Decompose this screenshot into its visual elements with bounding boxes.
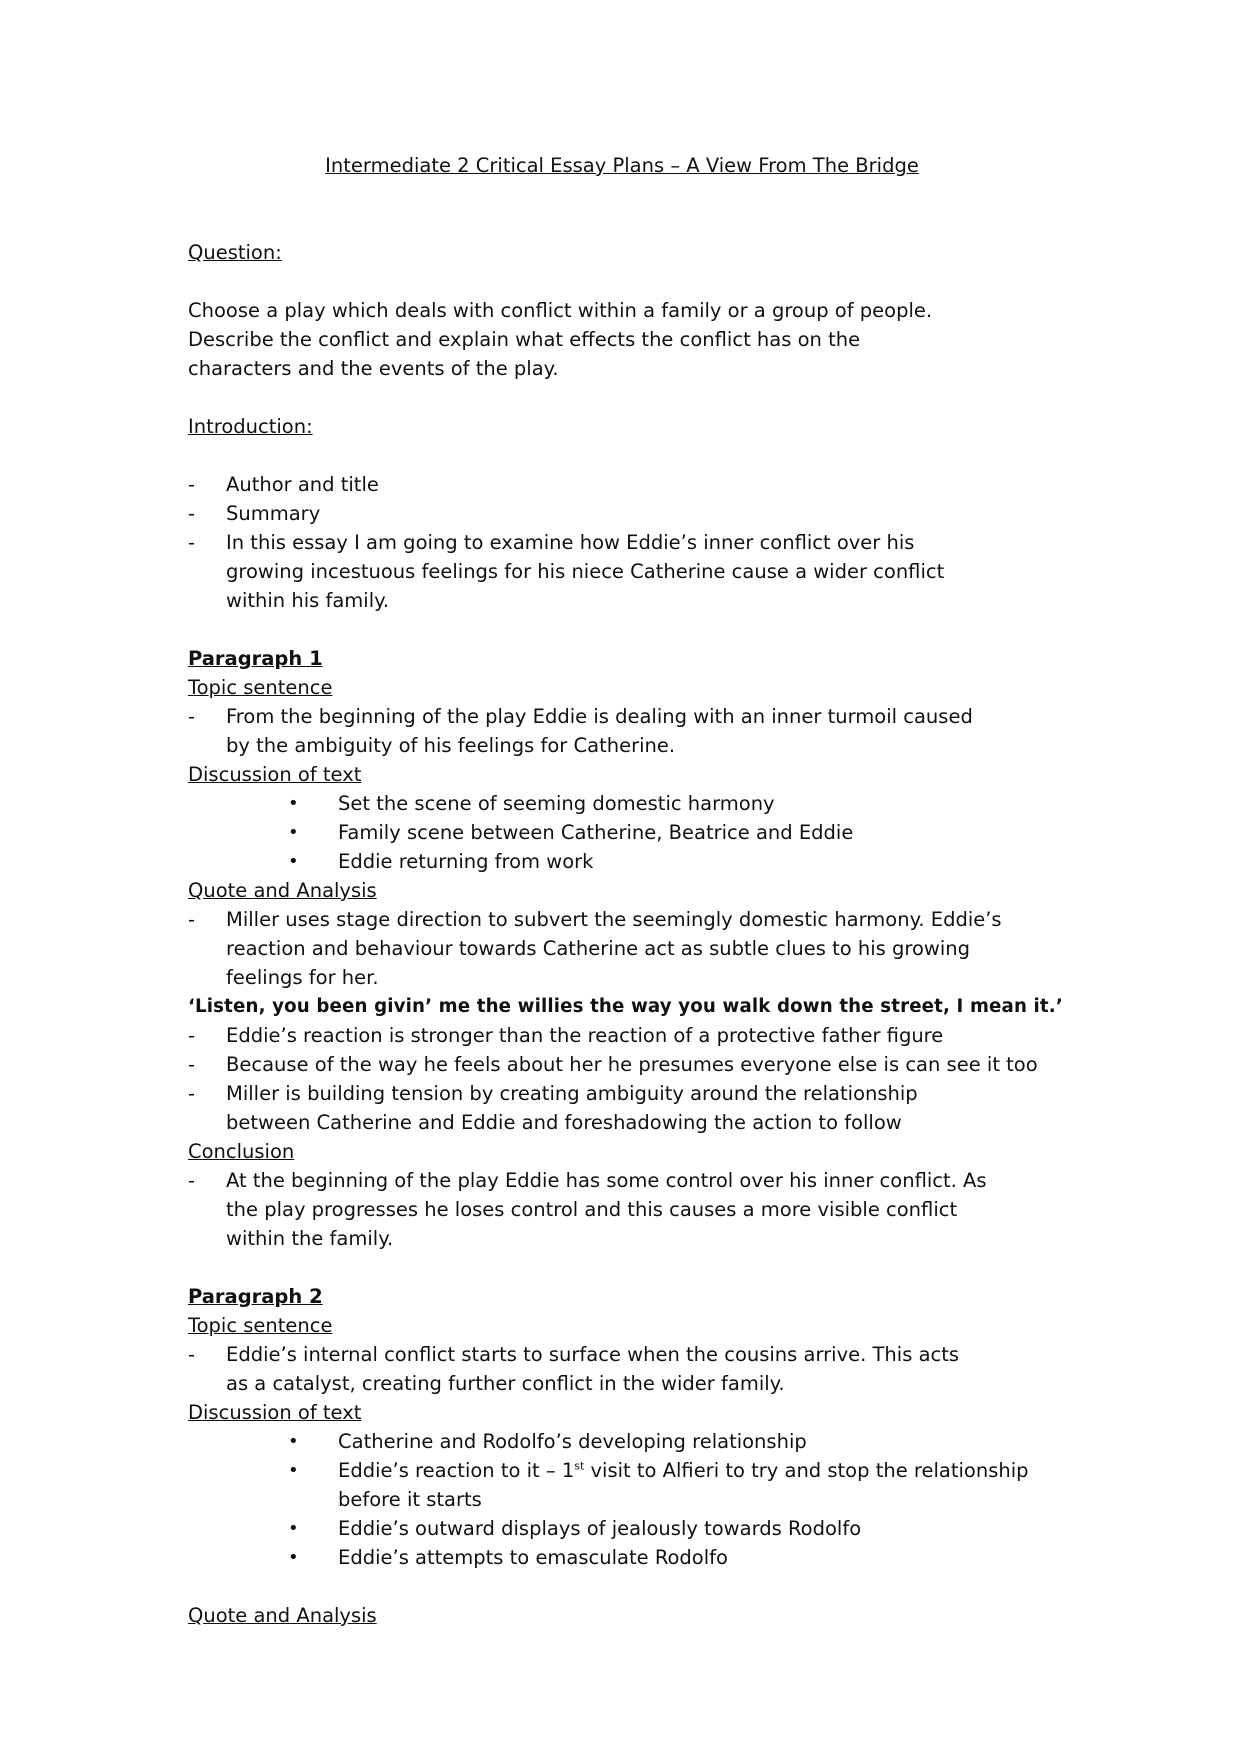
- paragraph1-analysis-intro: - Miller uses stage direction to subvert the seemingly domestic harmony. Eddie’s reaction and behaviour towards Catherine act as subtle clues to his growing feelings for her.: [188, 905, 1006, 992]
- paragraph1-conclusion-label: Conclusion: [188, 1140, 295, 1163]
- paragraph1-quote: ‘Listen, you been givin’ me the willies the way you walk down the street, I mean it.’: [188, 996, 1063, 1017]
- paragraph1-discussion-item: • Set the scene of seeming domestic harmony: [188, 789, 1068, 818]
- introduction-item: - Author and title: [188, 470, 1068, 499]
- document-title: Intermediate 2 Critical Essay Plans – A View From The Bridge: [325, 154, 919, 177]
- paragraph2-topic: - Eddie’s internal conflict starts to surface when the cousins arrive. This acts as a catalyst, creating further conflict in the wider family.: [188, 1340, 986, 1398]
- paragraph2-discussion-item: [188, 1456, 1038, 1514]
- paragraph2-discussion-label: Discussion of text: [188, 1401, 362, 1424]
- question-line-1: Choose a play which deals with conflict within a family or a group of people.: [188, 299, 933, 322]
- paragraph1-conclusion: - At the beginning of the play Eddie has some control over his inner conflict. As the play progresses he loses control and this causes a more visible conflict within the family.: [188, 1166, 1016, 1253]
- paragraph1-discussion-item: • Family scene between Catherine, Beatrice and Eddie: [188, 818, 1068, 847]
- paragraph2-reaction-after: visit to Alfieri to try and stop the relationship before it starts: [338, 1459, 1029, 1511]
- paragraph2-discussion-item: • Catherine and Rodolfo’s developing relationship: [188, 1427, 1068, 1456]
- introduction-item: - In this essay I am going to examine how Eddie’s inner conflict over his growing incestuous feelings for his niece Catherine cause a wider conflict within his family.: [188, 528, 986, 615]
- paragraph2-quote-label: Quote and Analysis: [188, 1604, 377, 1627]
- paragraph2-reaction-before: Eddie’s reaction to it – 1: [338, 1459, 575, 1482]
- paragraph1-quote-label: Quote and Analysis: [188, 879, 377, 902]
- document-body: [188, 151, 1068, 1630]
- paragraph2-topic-label: Topic sentence: [188, 1314, 333, 1337]
- paragraph2-discussion-item: • Eddie’s outward displays of jealously towards Rodolfo: [188, 1514, 1068, 1543]
- introduction-heading: Introduction:: [188, 415, 313, 438]
- question-line-2: Describe the conflict and explain what effects the conflict has on the characters and the events of the play.: [188, 328, 861, 380]
- paragraph2-heading: Paragraph 2: [188, 1285, 323, 1308]
- paragraph1-analysis-item: - Because of the way he feels about her he presumes everyone else is can see it too: [188, 1050, 1068, 1079]
- paragraph1-heading: Paragraph 1: [188, 647, 323, 670]
- question-heading: Question:: [188, 241, 282, 264]
- paragraph1-discussion-item: • Eddie returning from work: [188, 847, 1068, 876]
- paragraph1-discussion-label: Discussion of text: [188, 763, 362, 786]
- paragraph2-discussion-item: • Eddie’s attempts to emasculate Rodolfo: [188, 1543, 1068, 1572]
- paragraph2-reaction-sup: st: [574, 1459, 585, 1473]
- paragraph1-analysis-item: - Eddie’s reaction is stronger than the reaction of a protective father figure: [188, 1021, 1068, 1050]
- introduction-item: - Summary: [188, 499, 1068, 528]
- paragraph1-analysis-item: - Miller is building tension by creating ambiguity around the relationship between Catherine and Eddie and foreshadowing the action to follow: [188, 1079, 986, 1137]
- paragraph1-topic-label: Topic sentence: [188, 676, 333, 699]
- paragraph1-topic: - From the beginning of the play Eddie is dealing with an inner turmoil caused by the ambiguity of his feelings for Catherine.: [188, 702, 986, 760]
